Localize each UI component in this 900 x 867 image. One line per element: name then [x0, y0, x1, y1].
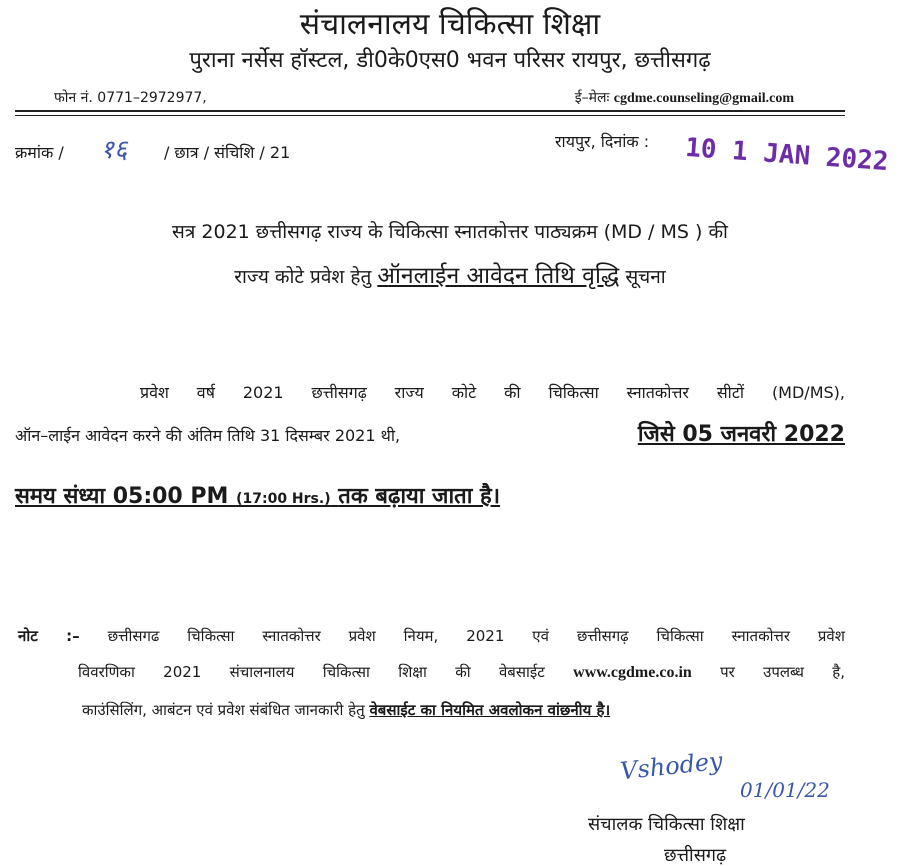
deadline-time: समय संध्या 05:00 PM [15, 484, 229, 509]
subject-prefix: राज्य कोटे प्रवेश हेतु [234, 266, 372, 288]
header-rule-thin [15, 115, 845, 116]
signature: Vshodey [618, 746, 724, 786]
date-stamp: 10 1 JAN 2022 [684, 132, 890, 178]
body-line-2-text: ऑन–लाईन आवेदन करने की अंतिम तिथि 31 दिसम्बर 2021 थी, [15, 426, 401, 445]
email-line [575, 88, 794, 107]
phone-number: फोन नं. 0771–2972977, [54, 90, 207, 106]
reference-suffix: / छात्र / संचिशि / 21 [163, 143, 291, 162]
signature-date: 01/01/22 [740, 778, 830, 802]
subject-suffix: सूचना [625, 266, 666, 288]
body-line-2 [15, 424, 845, 446]
note-text-1: छत्तीसगढ चिकित्सा स्नातकोत्तर प्रवेश नियम, 2021 एवं छत्तीसगढ़ चिकित्सा स्नातकोत्तर प्रवेश [107, 627, 845, 645]
note-text-3-underlined: वेबसाईट का नियमित अवलोकन वांछनीय है। [369, 701, 611, 719]
note-text-3a: काउंसिलिंग, आबंटन एवं प्रवेश संबंधित जानकारी हेतु [82, 701, 365, 719]
website-link[interactable]: www.cgdme.co.in [573, 664, 692, 681]
reference-prefix: क्रमांक / [15, 143, 64, 162]
header-rule [15, 110, 845, 112]
signatory-designation: संचालक चिकित्सा शिक्षा [588, 814, 745, 835]
body-line-3 [15, 480, 500, 510]
signatory-state: छत्तीसगढ़ [664, 845, 727, 866]
subject-line-2 [0, 258, 900, 290]
note-line-2 [78, 662, 845, 682]
note-line-3 [82, 700, 610, 720]
note-text-2a: विवरणिका 2021 संचालनालय चिकित्सा शिक्षा की वेबसाईट [78, 663, 545, 681]
body-line-2-bold: जिसे 05 जनवरी 2022 [637, 422, 845, 447]
subject-highlight: ऑनलाईन आवेदन तिथि वृद्धि [377, 263, 620, 289]
note-text-2b: पर उपलब्ध है, [720, 663, 845, 681]
place-date-label: रायपुर, दिनांक : [555, 132, 650, 151]
deadline-hours: (17:00 Hrs.) [236, 491, 331, 507]
reference-number: १६ [100, 135, 128, 165]
subject-line-1: सत्र 2021 छत्तीसगढ़ राज्य के चिकित्सा स्नातकोत्तर पाठ्यक्रम (MD / MS ) की [172, 221, 728, 243]
email-address[interactable]: cgdme.counseling@gmail.com [613, 91, 794, 106]
email-label: ई–मेलः [574, 90, 610, 106]
note-line-1 [18, 626, 845, 646]
body-line-1: प्रवेश वर्ष 2021 छत्तीसगढ़ राज्य कोटे की चिकित्सा स्नातकोत्तर सीटों (MD/MS), [140, 383, 845, 402]
note-label: नोट :– [18, 627, 80, 645]
office-title: संचालनालय चिकित्सा शिक्षा [299, 7, 601, 42]
deadline-suffix: तक बढ़ाया जाता है। [338, 484, 501, 509]
office-address: पुराना नर्सेस हॉस्टल, डी0के0एस0 भवन परिसर रायपुर, छत्तीसगढ़ [189, 48, 711, 73]
reference-line [15, 130, 290, 166]
